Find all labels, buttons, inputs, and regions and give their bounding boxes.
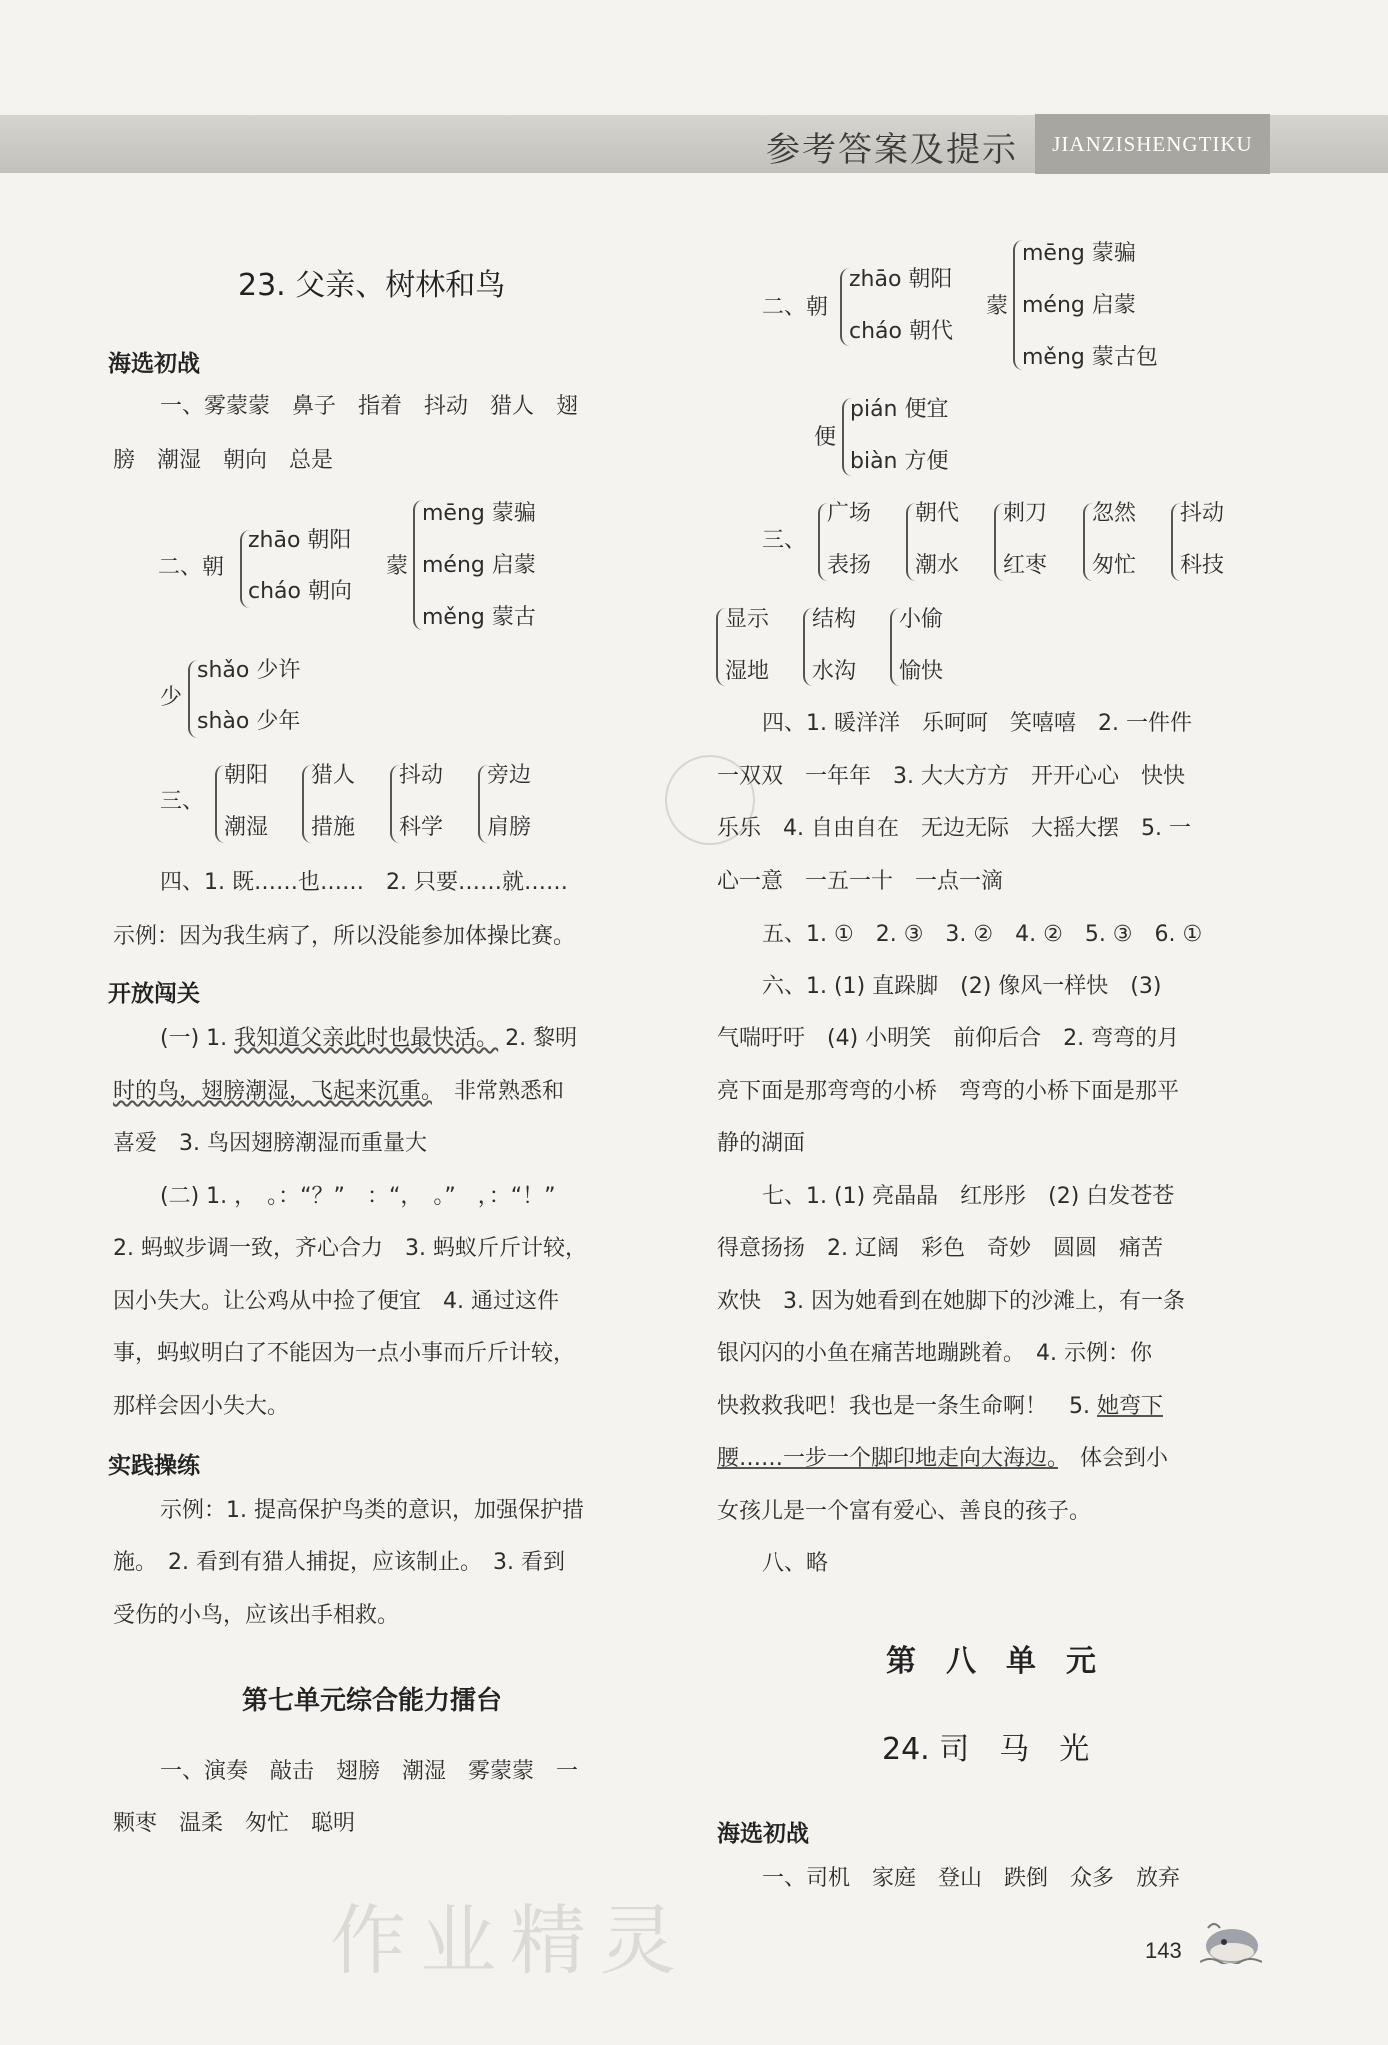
- whale-icon: [1200, 1918, 1262, 1964]
- polyphone-label: 二、朝: [158, 555, 225, 580]
- answer-line: 四、1. 暖洋洋 乐呵呵 笑嘻嘻 2. 一件件: [762, 711, 1192, 736]
- answer-line: 颗枣 温柔 匆忙 聪明: [113, 1811, 356, 1836]
- answer-line: 喜爱 3. 鸟因翅膀潮湿而重量大: [113, 1131, 427, 1156]
- answer-line: 七、1. (1) 亮晶晶 红彤彤 (2) 白发苍苍: [762, 1184, 1175, 1209]
- answer-line: 静的湖面: [717, 1131, 806, 1156]
- word: 红枣: [1003, 553, 1048, 578]
- answer-line: (一) 1. 我知道父亲此时也最快活。 2. 黎明: [160, 1026, 578, 1051]
- answer-line: 得意扬扬 2. 辽阔 彩色 奇妙 圆圆 痛苦: [717, 1236, 1163, 1261]
- word: 匆忙: [1092, 553, 1137, 578]
- word: 湿地: [725, 659, 770, 684]
- pinyin-entry: zhāo 朝阳: [849, 267, 953, 292]
- pinyin-entry: biàn 方便: [850, 449, 949, 474]
- answer-line: 乐乐 4. 自由自在 无边无际 大摇大摆 5. 一: [717, 816, 1191, 841]
- word: 小偷: [899, 607, 944, 632]
- word: 抖动: [1180, 501, 1225, 526]
- polyphone-label: 二、朝: [762, 295, 829, 320]
- answer-line: 女孩儿是一个富有爱心、善良的孩子。: [717, 1499, 1092, 1524]
- watermark-text: 作业精灵: [330, 1896, 690, 1985]
- header-title: 参考答案及提示: [766, 130, 1018, 170]
- answer-line: 示例：因为我生病了，所以没能参加体操比赛。: [113, 924, 576, 949]
- answer-line: 事，蚂蚁明白了不能因为一点小事而斤斤计较，: [113, 1341, 576, 1366]
- answer-line: 六、1. (1) 直跺脚 (2) 像风一样快 (3): [762, 974, 1162, 999]
- word: 科学: [399, 815, 444, 840]
- word: 旁边: [487, 763, 532, 788]
- pinyin-entry: měng 蒙古: [422, 605, 536, 630]
- pinyin-entry: shào 少年: [197, 709, 301, 734]
- answer-line: 受伤的小鸟，应该出手相救。: [113, 1603, 400, 1628]
- question-label: 三、: [160, 789, 205, 814]
- page-number: 143: [1145, 1938, 1182, 1963]
- polyphone-label: 蒙: [986, 294, 1009, 319]
- section-title-haixuan: 海选初战: [108, 351, 200, 377]
- answer-line: 示例：1. 提高保护鸟类的意识，加强保护措: [160, 1498, 584, 1523]
- answer-line: 心一意 一五一十 一点一滴: [717, 869, 1004, 894]
- word: 显示: [725, 607, 770, 632]
- answer-line: 时的鸟，翅膀潮湿，飞起来沉重。 非常熟悉和: [113, 1079, 565, 1104]
- word: 结构: [812, 607, 857, 632]
- word: 朝阳: [224, 763, 269, 788]
- answer-line: 亮下面是那弯弯的小桥 弯弯的小桥下面是那平: [717, 1079, 1180, 1104]
- question-label: 三、: [762, 528, 807, 553]
- answer-line: 快救救我吧！我也是一条生命啊！ 5. 她弯下: [717, 1394, 1164, 1419]
- word: 猎人: [311, 763, 356, 788]
- section-title-haixuan: 海选初战: [717, 1821, 809, 1847]
- answer-line: 那样会因小失大。: [113, 1394, 290, 1419]
- section-title-kaifang: 开放闯关: [108, 981, 200, 1007]
- answer-line: 气喘吁吁 (4) 小明笑 前仰后合 2. 弯弯的月: [717, 1026, 1180, 1051]
- answer-line: 膀 潮湿 朝向 总是: [113, 448, 334, 473]
- answer-line: 一、演奏 敲击 翅膀 潮湿 雾蒙蒙 一: [160, 1759, 579, 1784]
- word: 潮湿: [224, 815, 269, 840]
- pinyin-entry: mēng 蒙骗: [1022, 241, 1136, 266]
- lesson-title: 23. 父亲、树林和鸟: [238, 268, 506, 303]
- polyphone-label: 蒙: [386, 554, 409, 579]
- word: 抖动: [399, 763, 444, 788]
- polyphone-label: 少: [160, 685, 183, 710]
- answer-line: 欢快 3. 因为她看到在她脚下的沙滩上，有一条: [717, 1289, 1185, 1314]
- word: 愉快: [899, 659, 944, 684]
- answer-line: 五、1. ① 2. ③ 3. ② 4. ② 5. ③ 6. ①: [762, 922, 1203, 947]
- answer-line: 因小失大。让公鸡从中捡了便宜 4. 通过这件: [113, 1289, 559, 1314]
- pinyin-entry: měng 蒙古包: [1022, 345, 1158, 370]
- answer-line: 八、略: [762, 1551, 829, 1576]
- header-tag: JIANZISHENGTIKU: [1035, 114, 1270, 174]
- pinyin-entry: cháo 朝代: [849, 319, 953, 344]
- pinyin-entry: zhāo 朝阳: [248, 528, 352, 553]
- answer-line: 一、雾蒙蒙 鼻子 指着 抖动 猎人 翅: [160, 394, 579, 419]
- unit8-title: 第 八 单 元: [886, 1644, 1096, 1679]
- lesson24-title: 24. 司 马 光: [882, 1732, 1090, 1767]
- word: 措施: [311, 815, 356, 840]
- word: 潮水: [915, 553, 960, 578]
- word: 表扬: [827, 553, 872, 578]
- pinyin-entry: shǎo 少许: [197, 658, 301, 683]
- pinyin-entry: méng 启蒙: [422, 553, 536, 578]
- answer-line: 银闪闪的小鱼在痛苦地蹦跳着。 4. 示例：你: [717, 1341, 1152, 1366]
- pinyin-entry: méng 启蒙: [1022, 293, 1136, 318]
- pinyin-entry: cháo 朝向: [248, 579, 352, 604]
- word: 忽然: [1092, 501, 1137, 526]
- answer-line: (二) 1. ， 。：“？” ：“， 。” ，：“！”: [160, 1184, 556, 1209]
- polyphone-label: 便: [814, 425, 837, 450]
- word: 肩膀: [487, 815, 532, 840]
- answer-line: 一、司机 家庭 登山 跌倒 众多 放弃: [762, 1866, 1181, 1891]
- answer-line: 施。 2. 看到有猎人捕捉，应该制止。 3. 看到: [113, 1550, 565, 1575]
- word: 广场: [827, 501, 872, 526]
- answer-line: 腰……一步一个脚印地走向大海边。 体会到小: [717, 1446, 1169, 1471]
- unit7-title: 第七单元综合能力擂台: [242, 1686, 503, 1716]
- answer-line: 一双双 一年年 3. 大大方方 开开心心 快快: [717, 764, 1185, 789]
- word: 水沟: [812, 659, 857, 684]
- answer-line: 四、1. 既……也…… 2. 只要……就……: [160, 870, 568, 895]
- word: 科技: [1180, 553, 1225, 578]
- word: 刺刀: [1003, 501, 1048, 526]
- section-title-shijian: 实践操练: [108, 1453, 200, 1479]
- pinyin-entry: mēng 蒙骗: [422, 501, 536, 526]
- pinyin-entry: pián 便宜: [850, 397, 949, 422]
- word: 朝代: [915, 501, 960, 526]
- answer-line: 2. 蚂蚁步调一致，齐心合力 3. 蚂蚁斤斤计较，: [113, 1236, 587, 1261]
